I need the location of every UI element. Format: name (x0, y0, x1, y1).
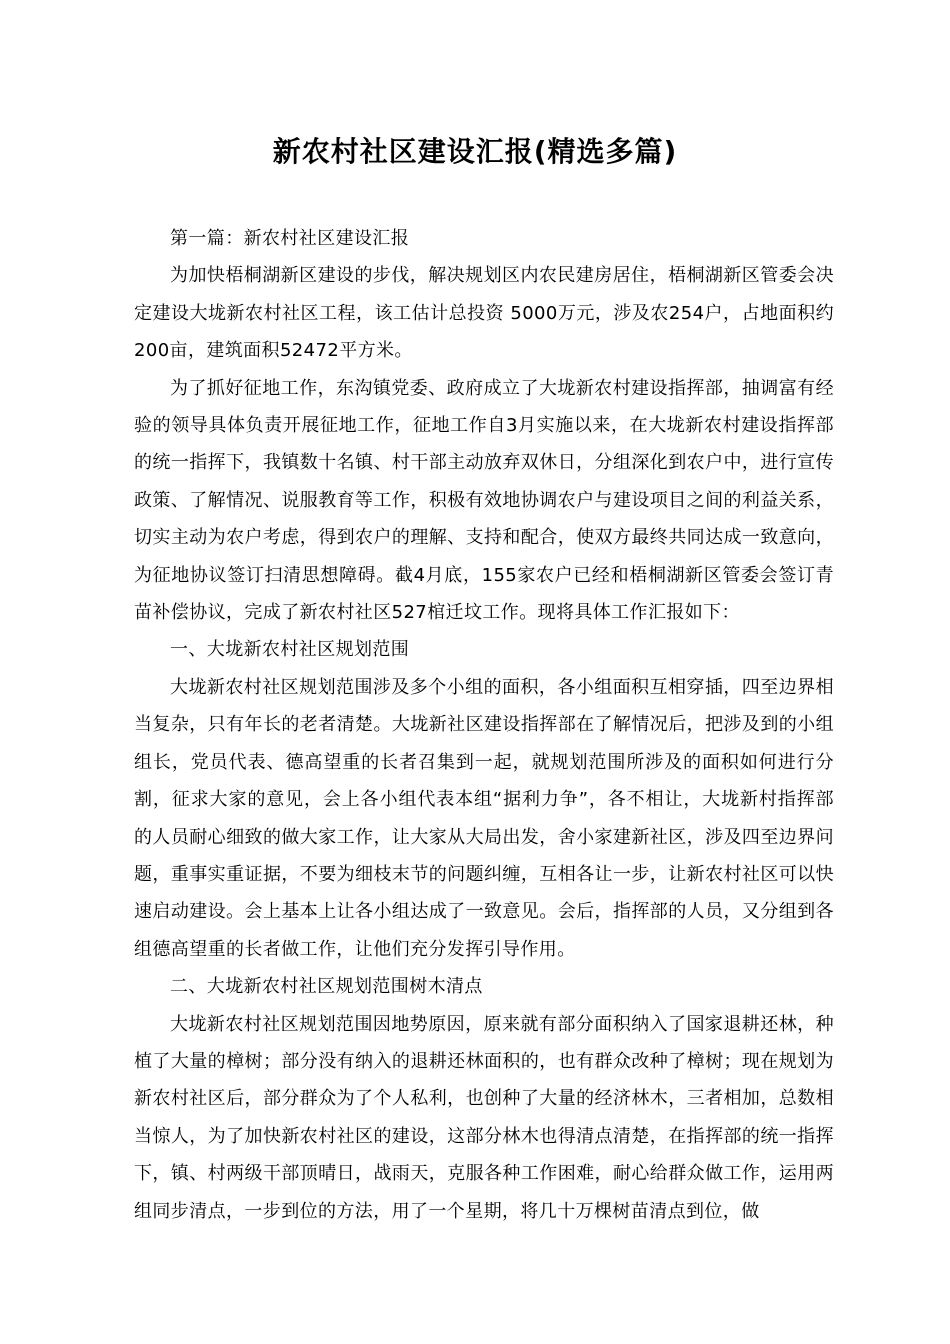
paragraph-intro: 为加快梧桐湖新区建设的步伐，解决规划区内农民建房居住，梧桐湖新区管委会决定建设大垅新农村社区工程，该工估计总投资 5000万元，涉及农254户，占地面积约200亩，建筑面积52472平方米。 (134, 265, 834, 362)
paragraph-planning-scope: 大垅新农村社区规划范围涉及多个小组的面积，各小组面积互相穿插，四至边界相当复杂，只有年长的老者清楚。大垅新社区建设指挥部在了解情况后，把涉及到的小组组长，党员代表、德高望重的长者召集到一起，就规划范围所涉及的面积如何进行分割，征求大家的意见，会上各小组代表本组“据利力争”，各不相让，大垅新村指挥部的人员耐心细致的做大家工作，让大家从大局出发，舍小家建新社区，涉及四至边界问题，重事实重证据，不要为细枝末节的问题纠缠，互相各让一步，让新农村社区可以快速启动建设。会上基本上让各小组达成了一致意见。会后，指挥部的人员，又分组到各组德高望重的长者做工作，让他们充分发挥引导作用。 (134, 676, 834, 960)
document-body (134, 220, 834, 1230)
section-heading-planning-scope: 一、大垅新农村社区规划范围 (170, 639, 410, 661)
paragraph-land-acquisition: 为了抓好征地工作，东沟镇党委、政府成立了大垅新农村建设指挥部，抽调富有经验的领导具体负责开展征地工作，征地工作自3月实施以来，在大垅新农村建设指挥部的统一指挥下，我镇数十名镇、村干部主动放弃双休日，分组深化到农户中，进行宣传政策、了解情况、说服教育等工作，积极有效地协调农户与建设项目之间的利益关系，切实主动为农户考虑，得到农户的理解、支持和配合，使双方最终共同达成一致意向，为征地协议签订扫清思想障碍。截4月底，155家农户已经和梧桐湖新区管委会签订青苗补偿协议，完成了新农村社区527棺迁坟工作。现将具体工作汇报如下： (134, 377, 834, 624)
document-title: 新农村社区建设汇报(精选多篇) (272, 135, 678, 168)
section-heading-part-one: 第一篇：新农村社区建设汇报 (170, 228, 410, 249)
paragraph-tree-count: 大垅新农村社区规划范围因地势原因，原来就有部分面积纳入了国家退耕还林，种植了大量的樟树；部分没有纳入的退耕还林面积的，也有群众改种了樟树；现在规划为新农村社区后，部分群众为了个人私利，也创种了大量的经济林木，三者相加，总数相当惊人，为了加快新农村社区的建设，这部分林木也得清点清楚，在指挥部的统一指挥下，镇、村两级干部顶晴日，战雨天，克服各种工作困难，耐心给群众做工作，运用两组同步清点，一步到位的方法，用了一个星期，将几十万棵树苗清点到位，做 (134, 1013, 834, 1222)
section-heading-tree-count: 二、大垅新农村社区规划范围树木清点 (170, 976, 483, 998)
